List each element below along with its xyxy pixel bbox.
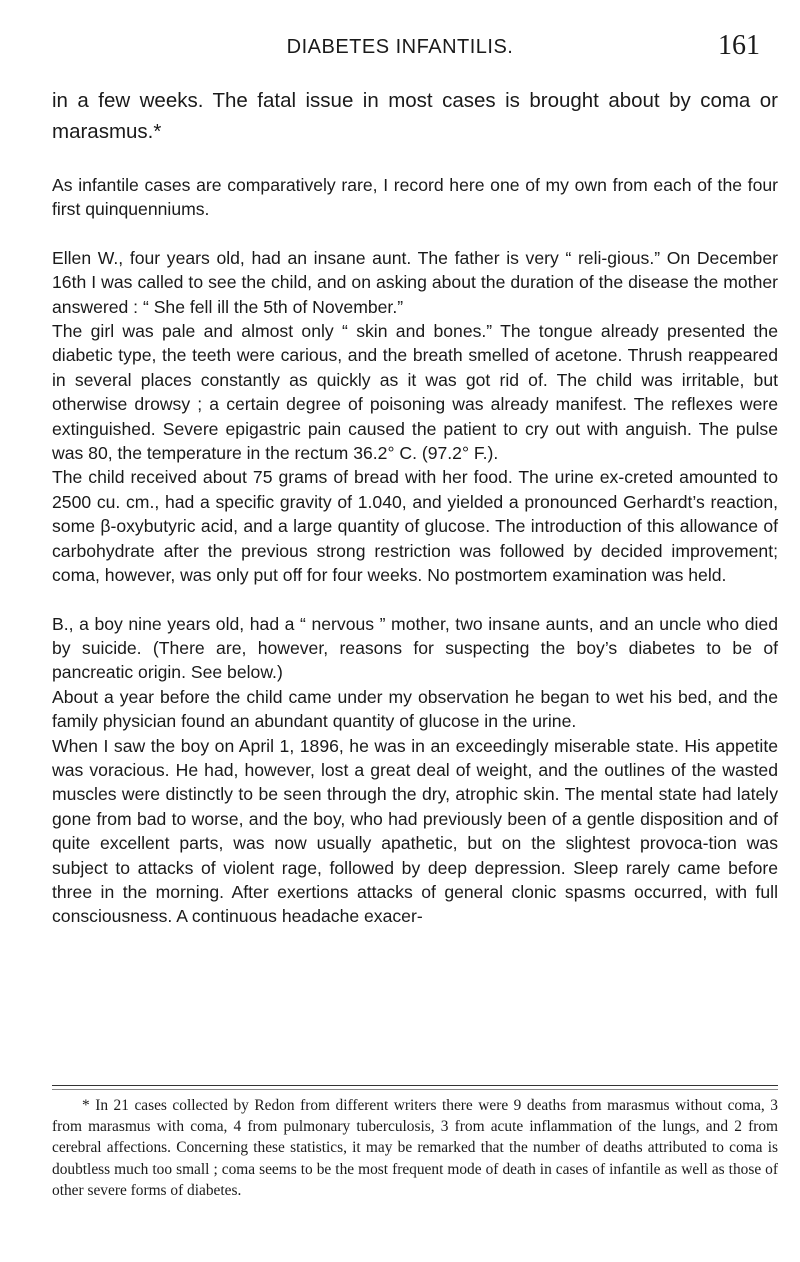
paragraph-case2-history: B., a boy nine years old, had a “ nervous ” mother, two insane aunts, and an uncle who died by suicide. (There are, however, reasons for suspecting the boy’s diabetes to be of pancreatic origin. See below.) — [52, 613, 778, 683]
running-head: DIABETES INFANTILIS. — [286, 36, 514, 58]
paragraph-case1-urine: The child received about 75 grams of bread with her food. The urine ex-creted amounted to 2500 cu. cm., had a specific gravity of 1.040, and yielded a pronounced Gerhardt’s reaction, some β-oxybutyric acid, and a large quantity of glucose. The introduction of this allowance of carbohydrate after the previous strong restriction was followed by decided improvement; coma, however, was only put off for four weeks. No postmortem examination was held. — [52, 467, 778, 586]
page-header — [0, 28, 800, 68]
paragraph-case1-history: Ellen W., four years old, had an insane aunt. The father is very “ reli-gious.” On December 16th I was called to see the child, and on asking about the duration of the disease the mother answered : “ She fell ill the 5th of November.” — [52, 247, 778, 317]
footnote-divider — [52, 1085, 778, 1086]
footnote — [52, 1095, 778, 1201]
paragraph-case2-state: When I saw the boy on April 1, 1896, he was in an exceedingly miserable state. His appetite was voracious. He had, however, lost a great deal of weight, and the outlines of the wasted muscles were distinctly to be seen through the dry, atrophic skin. The mental state had lately gone from bad to worse, and the boy, who had previously been of a gentle disposition and of quite excellent parts, was now usually apathetic, but on the slightest provoca-tion was subject to attacks of violent rage, followed by deep depression. Sleep rarely came before three in the morning. After exertions attacks of general clonic spasms occurred, with full consciousness. A continuous headache exacer- — [52, 735, 778, 927]
paragraph-intro: As infantile cases are comparatively rare, I record here one of my own from each of the four first quinquenniums. — [52, 175, 778, 220]
page-number: 161 — [718, 30, 760, 61]
main-text — [52, 86, 778, 929]
paragraph-case1-symptoms: The girl was pale and almost only “ skin and bones.” The tongue already presented the diabetic type, the teeth were carious, and the breath smelled of acetone. Thrush reappeared in several places constantly as quickly as it was got rid of. The child was irritable, but otherwise drowsy ; a certain degree of poisoning was already manifest. The reflexes were extinguished. Severe epigastric pain caused the patient to cry out with anguish. The pulse was 80, the temperature in the rectum 36.2° C. (97.2° F.). — [52, 321, 778, 464]
footnote-divider-secondary — [52, 1089, 778, 1090]
lead-paragraph: in a few weeks. The fatal issue in most cases is brought about by coma or marasmus.* — [52, 89, 778, 143]
footnote-text: * In 21 cases collected by Redon from different writers there were 9 deaths from marasmus without coma, 3 from marasmus with coma, 4 from pulmonary tuberculosis, 3 from acute inflammation of the lungs, and 2 from cerebral affections. Concerning these statistics, it may be remarked that the number of deaths attributed to coma is doubtless much too small ; coma seems to be the most frequent mode of death in cases of infantile as well as those of other severe forms of diabetes. — [52, 1097, 778, 1199]
paragraph-case2-onset: About a year before the child came under my observation he began to wet his bed, and the family physician found an abundant quantity of glucose in the urine. — [52, 686, 778, 732]
